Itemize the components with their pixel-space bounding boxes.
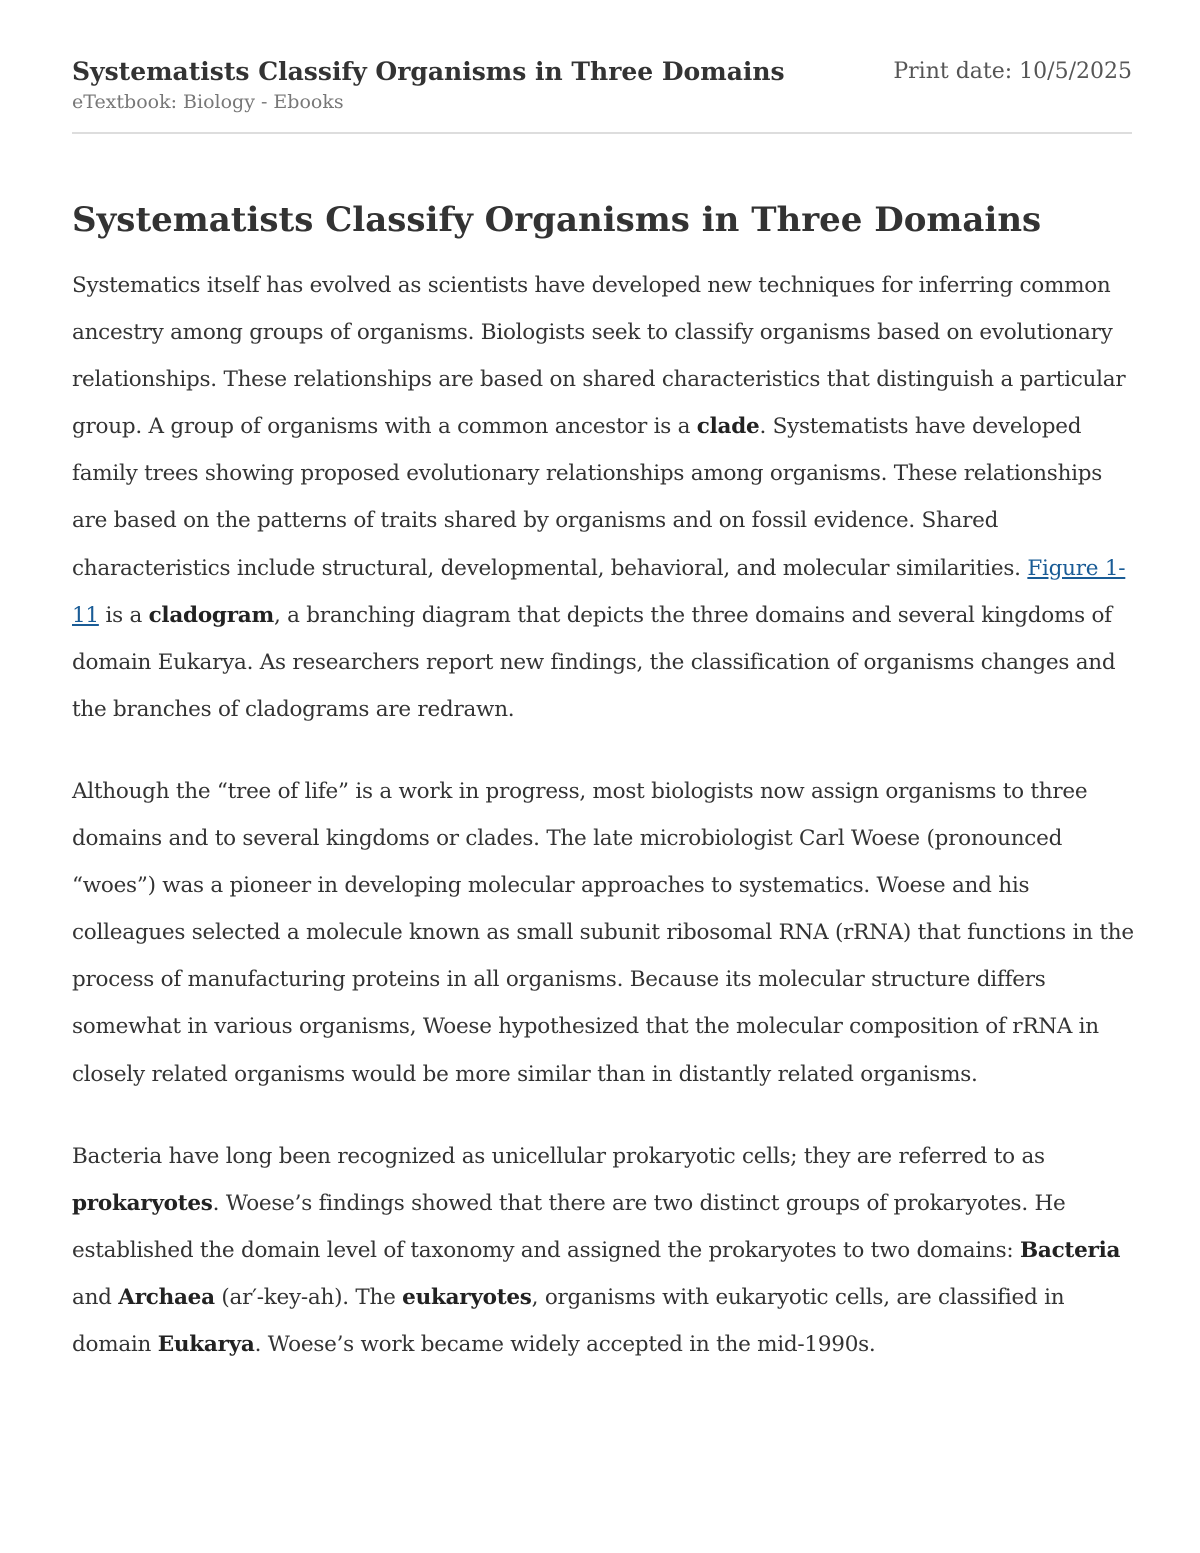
main-content — [72, 190, 1134, 1368]
paragraph-clade — [72, 262, 1134, 733]
term-cladogram: cladogram — [148, 602, 274, 628]
term-eukarya: Eukarya — [157, 1331, 255, 1357]
paragraph-text: , a branching diagram that depicts the three domains and several kingdoms of domain Eukarya. As researchers report new findings, the classification of organisms changes and the branches of cladograms are redrawn. — [72, 602, 1116, 722]
page-header — [72, 56, 1132, 134]
paragraph-text: and — [72, 1284, 119, 1310]
document-title: Systematists Classify Organisms in Three Domains — [72, 57, 785, 86]
paragraph-text: . Systematists have developed family trees showing proposed evolutionary relationships among organisms. These relationships are based on the patterns of traits shared by organisms and on fossil evidence. Shared characteristics include structural, developmental, behavioral, and molecular similarities. — [72, 414, 1103, 581]
term-clade: clade — [696, 414, 760, 440]
term-archaea: Archaea — [118, 1284, 215, 1310]
paragraph-text: . Woese’s findings showed that there are two distinct groups of prokaryotes. He established the domain level of taxonomy and assigned the prokaryotes to two domains: — [72, 1190, 1066, 1263]
paragraph-text: , organisms with eukaryotic cells, are classified in domain — [72, 1284, 1065, 1357]
paragraph-text: Bacteria have long been recognized as unicellular prokaryotic cells; they are referred to as — [72, 1143, 1045, 1169]
paragraph-domains — [72, 1133, 1134, 1368]
print-date: Print date: 10/5/2025 — [893, 59, 1132, 84]
term-bacteria: Bacteria — [1019, 1237, 1121, 1263]
page-title: Systematists Classify Organisms in Three Domains — [72, 200, 1042, 240]
term-prokaryotes: prokaryotes — [72, 1190, 213, 1216]
document-subtitle: eTextbook: Biology - Ebooks — [72, 91, 344, 113]
paragraph-text: Systematics itself has evolved as scientists have developed new techniques for inferring common ancestry among groups of organisms. Biologists seek to classify organisms based on evolutionary relationships. These relationships are based on shared characteristics that distinguish a particular group. A group of organisms with a common ancestor is a — [72, 273, 1126, 440]
term-eukaryotes: eukaryotes — [402, 1284, 532, 1310]
figure-link[interactable]: Figure 1-11 — [72, 555, 1126, 628]
paragraph-woese: Although the “tree of life” is a work in progress, most biologists now assign organisms to three domains and to several kingdoms or clades. The late microbiologist Carl Woese (pronounced “woes”) was a pioneer in developing molecular approaches to systematics. Woese and his colleagues selected a molecule known as small subunit ribosomal RNA (rRNA) that functions in the process of manufacturing proteins in all organisms. Because its molecular structure differs somewhat in various organisms, Woese hypothesized that the molecular composition of rRNA in closely related organisms would be more similar than in distantly related organisms. — [72, 778, 1134, 1087]
paragraph-text: (ar′-key-ah). The — [214, 1284, 403, 1310]
paragraph-text: . Woese’s work became widely accepted in the mid-1990s. — [254, 1331, 876, 1357]
paragraph-text: is a — [98, 602, 149, 628]
